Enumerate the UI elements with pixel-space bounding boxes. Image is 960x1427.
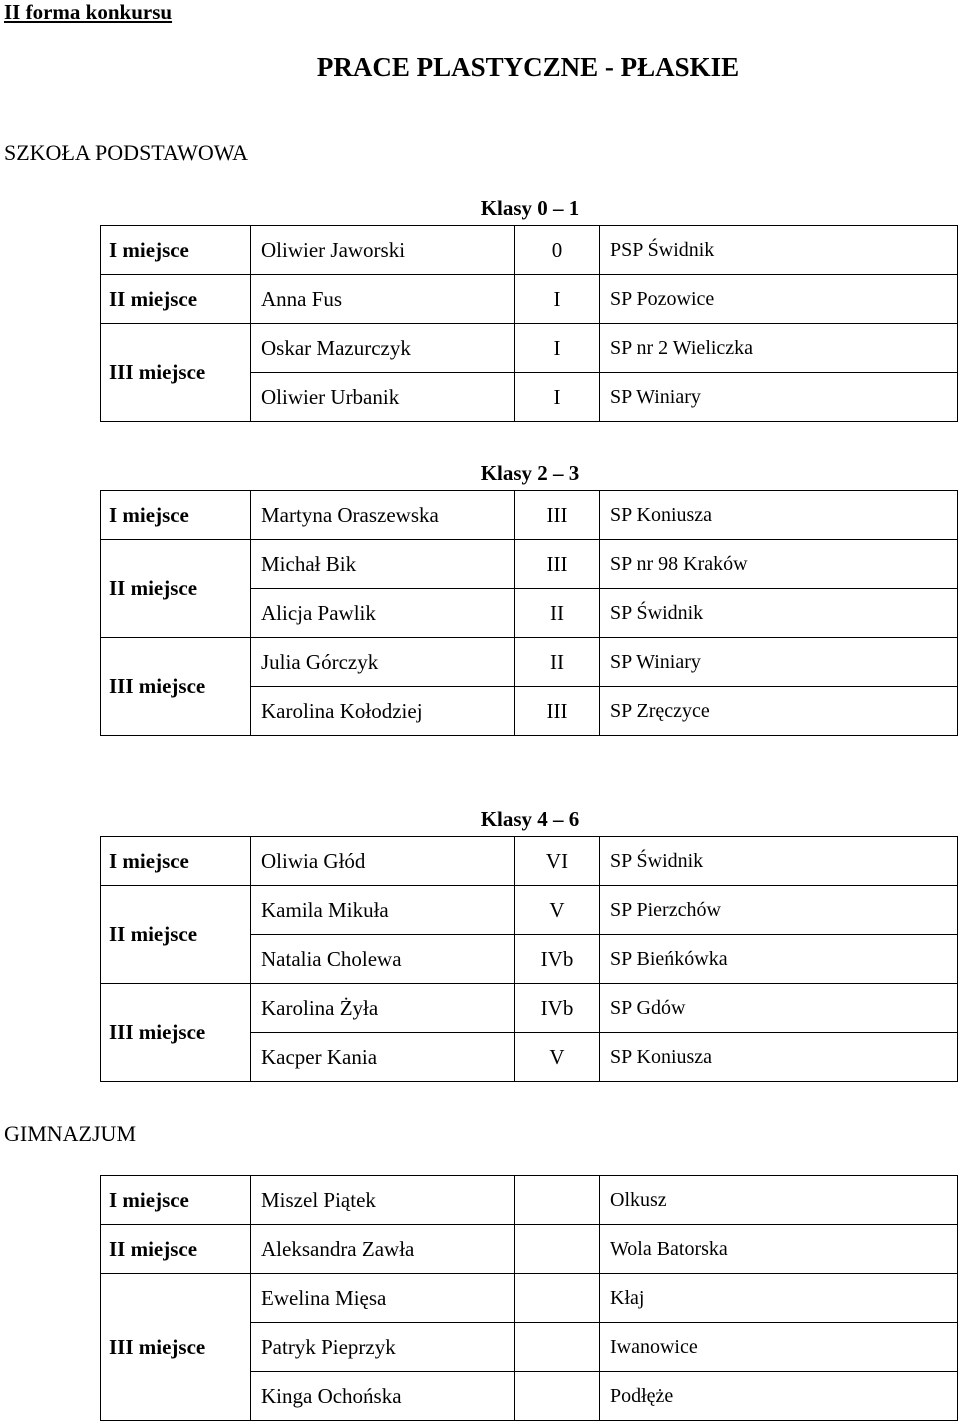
- participant-school: SP Koniusza: [600, 1033, 958, 1082]
- results-table-classes-0-1: [100, 225, 958, 422]
- place-label: III miejsce: [101, 1274, 251, 1421]
- participant-name: Oliwier Urbanik: [251, 373, 515, 422]
- participant-name: Aleksandra Zawła: [251, 1225, 515, 1274]
- participant-school: Olkusz: [600, 1176, 958, 1225]
- participant-class: 0: [515, 226, 600, 275]
- group-title-classes-0-1: Klasy 0 – 1: [480, 196, 580, 220]
- table-row: [101, 886, 958, 935]
- participant-school: PSP Świdnik: [600, 226, 958, 275]
- table-row: [101, 540, 958, 589]
- participant-class: V: [515, 1033, 600, 1082]
- participant-class: V: [515, 886, 600, 935]
- participant-school: SP nr 2 Wieliczka: [600, 324, 958, 373]
- participant-name: Natalia Cholewa: [251, 935, 515, 984]
- participant-name: Ewelina Mięsa: [251, 1274, 515, 1323]
- participant-school: SP Gdów: [600, 984, 958, 1033]
- participant-name: Kinga Ochońska: [251, 1372, 515, 1421]
- participant-class: [515, 1274, 600, 1323]
- participant-class: I: [515, 324, 600, 373]
- participant-name: Patryk Pieprzyk: [251, 1323, 515, 1372]
- participant-name: Martyna Oraszewska: [251, 491, 515, 540]
- group-title-classes-2-3: Klasy 2 – 3: [480, 461, 580, 485]
- participant-class: II: [515, 638, 600, 687]
- results-table-gymnasium: [100, 1175, 958, 1421]
- participant-class: I: [515, 373, 600, 422]
- participant-class: [515, 1176, 600, 1225]
- participant-school: SP Koniusza: [600, 491, 958, 540]
- table-row: [101, 1225, 958, 1274]
- participant-school: Podłęże: [600, 1372, 958, 1421]
- results-table-classes-4-6: [100, 836, 958, 1082]
- participant-school: SP Bieńkówka: [600, 935, 958, 984]
- participant-school: SP Winiary: [600, 638, 958, 687]
- place-label: III miejsce: [101, 324, 251, 422]
- place-label: II miejsce: [101, 275, 251, 324]
- table-row: [101, 275, 958, 324]
- table-row: [101, 638, 958, 687]
- participant-school: SP Świdnik: [600, 589, 958, 638]
- participant-school: SP Pozowice: [600, 275, 958, 324]
- document-title: PRACE PLASTYCZNE - PŁASKIE: [316, 52, 740, 82]
- participant-name: Oliwia Głód: [251, 837, 515, 886]
- participant-name: Anna Fus: [251, 275, 515, 324]
- participant-name: Karolina Kołodziej: [251, 687, 515, 736]
- place-label: I miejsce: [101, 226, 251, 275]
- place-label: III miejsce: [101, 984, 251, 1082]
- table-row: [101, 491, 958, 540]
- place-label: II miejsce: [101, 540, 251, 638]
- participant-name: Miszel Piątek: [251, 1176, 515, 1225]
- participant-name: Oskar Mazurczyk: [251, 324, 515, 373]
- results-table-classes-2-3: [100, 490, 958, 736]
- table-row: [101, 1274, 958, 1323]
- place-label: I miejsce: [101, 1176, 251, 1225]
- participant-class: IVb: [515, 935, 600, 984]
- table-row: [101, 226, 958, 275]
- participant-class: I: [515, 275, 600, 324]
- participant-class: IVb: [515, 984, 600, 1033]
- participant-school: SP nr 98 Kraków: [600, 540, 958, 589]
- group-title-classes-4-6: Klasy 4 – 6: [480, 807, 580, 831]
- participant-class: VI: [515, 837, 600, 886]
- participant-school: Wola Batorska: [600, 1225, 958, 1274]
- participant-name: Oliwier Jaworski: [251, 226, 515, 275]
- participant-school: SP Winiary: [600, 373, 958, 422]
- participant-class: [515, 1225, 600, 1274]
- participant-name: Kamila Mikuła: [251, 886, 515, 935]
- place-label: I miejsce: [101, 491, 251, 540]
- participant-school: Iwanowice: [600, 1323, 958, 1372]
- participant-class: III: [515, 540, 600, 589]
- participant-name: Alicja Pawlik: [251, 589, 515, 638]
- participant-name: Karolina Żyła: [251, 984, 515, 1033]
- participant-school: SP Świdnik: [600, 837, 958, 886]
- participant-name: Michał Bik: [251, 540, 515, 589]
- participant-class: [515, 1323, 600, 1372]
- participant-school: SP Pierzchów: [600, 886, 958, 935]
- place-label: I miejsce: [101, 837, 251, 886]
- participant-class: III: [515, 687, 600, 736]
- section-title-gymnasium: GIMNAZJUM: [4, 1121, 136, 1146]
- participant-class: [515, 1372, 600, 1421]
- table-row: [101, 984, 958, 1033]
- participant-school: Kłaj: [600, 1274, 958, 1323]
- place-label: II miejsce: [101, 886, 251, 984]
- section-title-primary-school: SZKOŁA PODSTAWOWA: [4, 140, 248, 165]
- table-row: [101, 1176, 958, 1225]
- participant-class: II: [515, 589, 600, 638]
- participant-name: Kacper Kania: [251, 1033, 515, 1082]
- place-label: III miejsce: [101, 638, 251, 736]
- table-row: [101, 837, 958, 886]
- participant-class: III: [515, 491, 600, 540]
- participant-school: SP Zręczyce: [600, 687, 958, 736]
- place-label: II miejsce: [101, 1225, 251, 1274]
- participant-name: Julia Górczyk: [251, 638, 515, 687]
- table-row: [101, 324, 958, 373]
- form-title-link[interactable]: II forma konkursu: [4, 0, 173, 24]
